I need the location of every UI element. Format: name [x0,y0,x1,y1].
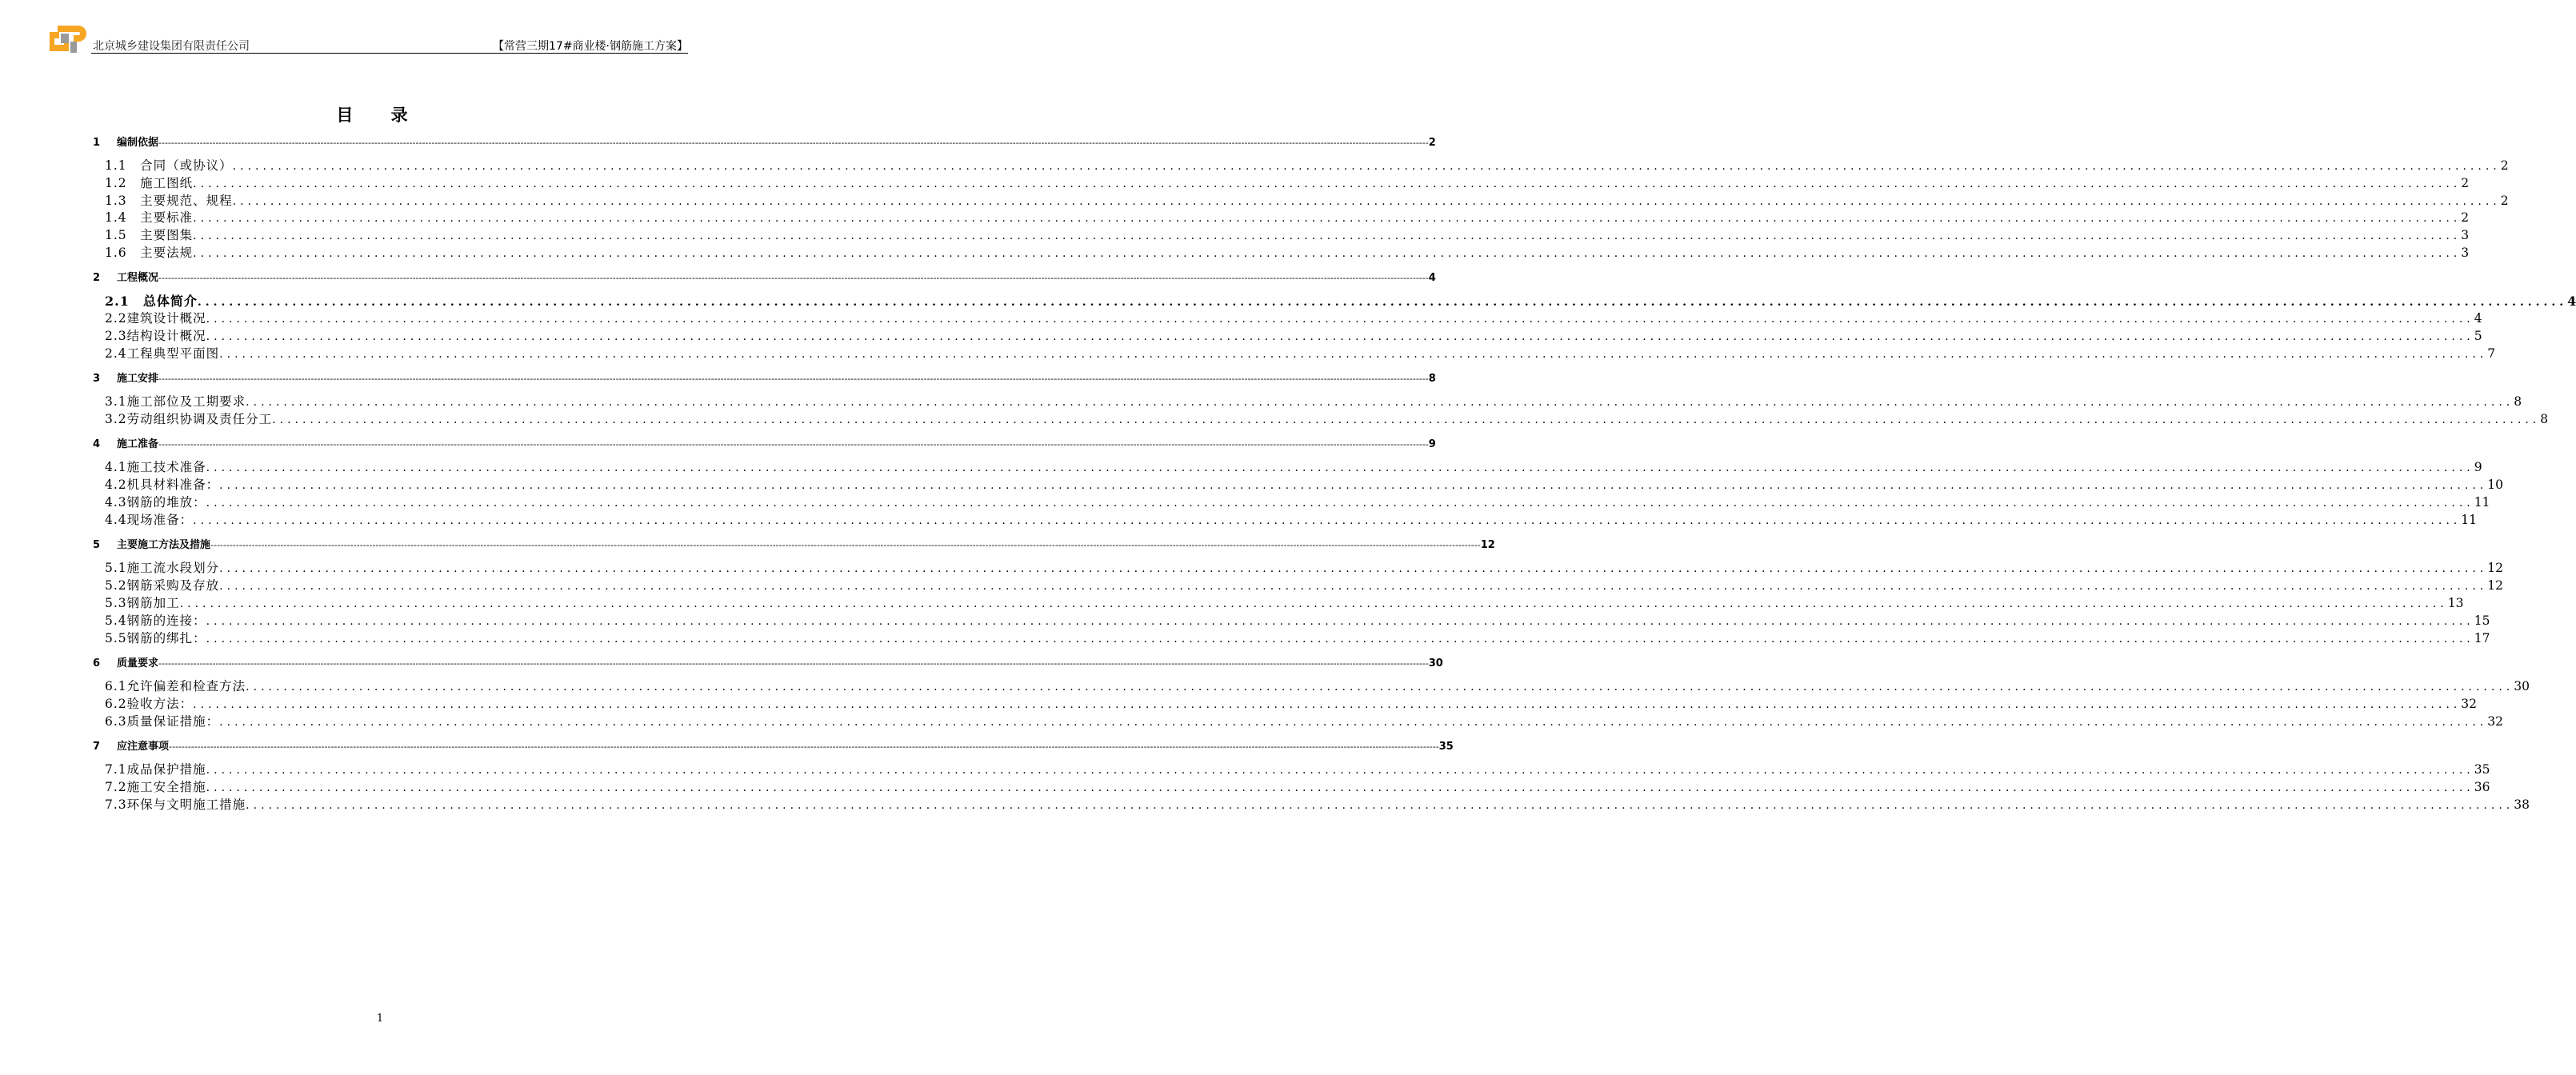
company-name: 北京城乡建设集团有限责任公司 [93,40,250,53]
toc-entry-label: 主要图集 [140,227,194,242]
toc-section-entry[interactable] [105,174,2470,191]
toc-page-number: 32 [2487,713,2503,729]
toc-entry-number: 1.2 [105,175,141,190]
toc-leader: ............................................................................................................................................................................................................................................................................................................ [193,246,2462,260]
toc-leader: ---------------------------------------------------------------------------------------------------------------------------------------------------------------------------------------------------------------------------------------------------------------------------------------------------------------------------------------------------------------------------------------------------------------- [158,658,1429,669]
toc-leader: ............................................................................................................................................................................................................................................................................................................ [246,680,2514,693]
toc-entry-number: 1.1 [105,158,141,173]
toc-page-number: 4 [2474,310,2482,326]
toc-page-number: 2 [2461,210,2470,225]
toc-section-entry[interactable] [105,156,2509,174]
toc-leader: ............................................................................................................................................................................................................................................................................................................ [193,177,2462,190]
toc-page-number: 2 [2461,175,2470,190]
toc-section-entry[interactable] [105,795,2530,813]
toc-entry-label: 现场准备： [126,512,194,527]
toc-entry-number: 2.2 [105,310,127,326]
toc-page-number: 12 [2487,560,2503,575]
toc-page-number: 8 [2514,394,2522,409]
toc-entry-label: 质量要求 [117,657,159,669]
toc-entry-label: 施工安全措施 [126,779,206,794]
toc-page-number: 9 [2474,459,2482,474]
toc-leader: ---------------------------------------------------------------------------------------------------------------------------------------------------------------------------------------------------------------------------------------------------------------------------------------------------------------------------------------------------------------------------------------------------------------- [158,439,1429,450]
toc-leader: ---------------------------------------------------------------------------------------------------------------------------------------------------------------------------------------------------------------------------------------------------------------------------------------------------------------------------------------------------------------------------------------------------------------- [158,374,1429,384]
toc-page-number: 3 [2461,245,2470,260]
toc-entry-label: 工程典型平面图 [126,346,220,361]
toc-entry-number: 2.4 [105,346,127,361]
toc-entry-number: 6 [93,657,101,669]
toc-leader: ---------------------------------------------------------------------------------------------------------------------------------------------------------------------------------------------------------------------------------------------------------------------------------------------------------------------------------------------------------------------------------------------------------------- [169,741,1439,752]
toc-section-entry[interactable] [105,629,2490,646]
toc-page-number: 11 [2461,512,2477,527]
toc-entry-label: 钢筋采购及存放 [126,577,220,593]
toc-entry-label: 验收方法： [126,696,194,711]
toc-entry-number: 1.4 [105,210,141,225]
toc-section-entry[interactable] [105,410,2549,427]
toc-page-number: 4 [2567,293,2576,309]
toc-page-number: 7 [2487,346,2496,361]
toc-page-number: 12 [2487,577,2503,593]
toc-entry-number: 6.2 [105,696,127,711]
toc-leader: ............................................................................................................................................................................................................................................................................................................ [206,614,2474,628]
toc-page-number: 8 [2540,411,2549,426]
toc-section-entry[interactable] [105,226,2470,243]
toc-leader: ............................................................................................................................................................................................................................................................................................................ [193,211,2462,225]
toc-page-number: 30 [1428,657,1443,669]
toc-leader: ............................................................................................................................................................................................................................................................................................................ [232,159,2501,173]
document-title: 【常营三期17#商业楼·钢筋施工方案】 [493,40,688,53]
toc-entry-number: 5.5 [105,630,127,645]
toc-page-number: 32 [2461,696,2477,711]
toc-chapter-entry[interactable] [93,654,1443,669]
toc-leader: ............................................................................................................................................................................................................................................................................................................ [219,715,2488,729]
toc-entry-label: 主要法规 [140,245,194,260]
toc-entry-number: 5.4 [105,613,127,628]
toc-entry-number: 6.1 [105,678,127,693]
toc-entry-label: 环保与文明施工措施 [126,797,246,812]
toc-leader: ............................................................................................................................................................................................................................................................................................................ [206,330,2474,343]
toc-section-entry[interactable] [105,576,2503,593]
toc-entry-label: 钢筋的连接： [126,613,206,628]
toc-entry-number: 5 [93,539,101,551]
toc-entry-number: 5.3 [105,595,127,610]
toc-entry-number: 1.3 [105,193,141,208]
toc-entry-number: 7.1 [105,761,127,777]
toc-chapter-entry[interactable] [93,536,1495,551]
toc-page-number: 35 [2474,761,2490,777]
toc-leader: ............................................................................................................................................................................................................................................................................................................ [206,763,2474,777]
page-number: 1 [376,1013,384,1025]
toc-leader: ............................................................................................................................................................................................................................................................................................................ [232,194,2501,208]
toc-chapter-entry[interactable] [93,435,1436,450]
toc-section-entry[interactable] [105,694,2477,712]
toc-leader: ............................................................................................................................................................................................................................................................................................................ [206,312,2474,326]
toc-leader: ............................................................................................................................................................................................................................................................................................................ [246,798,2514,812]
toc-entry-label: 施工技术准备 [126,459,206,474]
toc-page-number: 36 [2474,779,2490,794]
toc-entry-label: 主要标准 [140,210,194,225]
toc-entry-label: 施工部位及工期要求 [126,394,246,409]
toc-page-number: 30 [2514,678,2530,693]
toc-section-entry[interactable] [105,208,2470,226]
toc-entry-label: 施工流水段划分 [126,560,220,575]
toc-page-number: 8 [1428,373,1436,385]
toc-leader: ............................................................................................................................................................................................................................................................................................................ [193,697,2462,711]
toc-entry-label: 总体简介 [142,293,198,309]
toc-entry-label: 钢筋的堆放： [126,494,206,510]
toc-leader: ............................................................................................................................................................................................................................................................................................................ [219,561,2488,575]
toc-section-entry[interactable] [105,291,2576,310]
toc-entry-number: 5.1 [105,560,127,575]
toc-entry-label: 应注意事项 [117,741,170,753]
toc-page-number: 35 [1438,741,1454,753]
toc-leader: ............................................................................................................................................................................................................................................................................................................ [272,413,2541,426]
toc-leader: ---------------------------------------------------------------------------------------------------------------------------------------------------------------------------------------------------------------------------------------------------------------------------------------------------------------------------------------------------------------------------------------------------------------- [158,273,1429,283]
toc-section-entry[interactable] [105,475,2503,493]
toc-section-entry[interactable] [105,392,2522,410]
toc-section-entry[interactable] [105,344,2496,362]
toc-page-number: 38 [2514,797,2530,812]
toc-leader: ............................................................................................................................................................................................................................................................................................................ [206,461,2474,474]
toc-section-entry[interactable] [105,493,2490,510]
toc-entry-number: 3.1 [105,394,127,409]
toc-entry-number: 4.2 [105,477,127,492]
toc-page-number: 13 [2447,595,2464,610]
toc-leader: ............................................................................................................................................................................................................................................................................................................ [219,347,2488,361]
toc-leader: ............................................................................................................................................................................................................................................................................................................ [179,597,2448,610]
toc-entry-number: 7.3 [105,797,127,812]
toc-leader: ............................................................................................................................................................................................................................................................................................................ [206,632,2474,645]
toc-entry-label: 钢筋加工 [126,595,180,610]
toc-entry-label: 主要施工方法及措施 [117,539,211,551]
toc-chapter-entry[interactable] [93,370,1436,385]
toc-entry-number: 7.2 [105,779,127,794]
toc-leader: ............................................................................................................................................................................................................................................................................................................ [206,781,2474,794]
toc-section-entry[interactable] [105,510,2477,528]
toc-title: 目 录 [336,106,424,125]
toc-page-number: 3 [2461,227,2470,242]
toc-page-number: 5 [2474,328,2482,343]
toc-entry-number: 2 [93,272,101,284]
toc-page-number: 10 [2487,477,2503,492]
toc-entry-number: 1 [93,137,101,149]
toc-entry-number: 2.3 [105,328,127,343]
toc-leader: ............................................................................................................................................................................................................................................................................................................ [206,496,2474,510]
toc-entry-number: 3.2 [105,411,127,426]
toc-page-number: 15 [2474,613,2490,628]
toc-entry-label: 主要规范、规程 [140,193,233,208]
toc-leader: ............................................................................................................................................................................................................................................................................................................ [219,579,2488,593]
toc-entry-label: 允许偏差和检查方法 [126,678,246,693]
toc-entry-number: 4.3 [105,494,127,510]
toc-section-entry[interactable] [105,309,2482,326]
toc-entry-label: 施工安排 [117,373,159,385]
toc-entry-label: 编制依据 [117,137,159,149]
toc-entry-number: 3 [93,373,101,385]
toc-entry-label: 劳动组织协调及责任分工 [126,411,273,426]
toc-leader: ............................................................................................................................................................................................................................................................................................................ [246,395,2514,409]
toc-section-entry[interactable] [105,712,2503,729]
toc-entry-label: 施工准备 [117,438,159,450]
toc-leader: ---------------------------------------------------------------------------------------------------------------------------------------------------------------------------------------------------------------------------------------------------------------------------------------------------------------------------------------------------------------------------------------------------------------- [158,138,1429,148]
toc-leader: ............................................................................................................................................................................................................................................................................................................ [193,514,2462,527]
toc-entry-label: 机具材料准备： [126,477,220,492]
toc-page-number: 12 [1480,539,1495,551]
toc-section-entry[interactable] [105,243,2470,261]
toc-entry-label: 结构设计概况 [126,328,206,343]
toc-entry-number: 2.1 [105,293,143,309]
toc-page-number: 2 [2500,193,2509,208]
toc-entry-label: 施工图纸 [140,175,194,190]
toc-section-entry[interactable] [105,593,2464,611]
toc-section-entry[interactable] [105,558,2503,576]
toc-leader: ............................................................................................................................................................................................................................................................................................................ [197,295,2568,309]
toc-page-number: 2 [2500,158,2509,173]
toc-section-entry[interactable] [105,677,2530,694]
toc-entry-label: 工程概况 [117,272,159,284]
toc-entry-number: 5.2 [105,577,127,593]
toc-chapter-entry[interactable] [93,269,1436,284]
toc-entry-number: 7 [93,741,101,753]
toc-entry-label: 合同（或协议） [140,158,233,173]
toc-page-number: 4 [1428,272,1436,284]
toc-section-entry[interactable] [105,777,2490,795]
toc-section-entry[interactable] [105,191,2509,209]
toc-leader: ---------------------------------------------------------------------------------------------------------------------------------------------------------------------------------------------------------------------------------------------------------------------------------------------------------------------------------------------------------------------------------------------------------------- [210,540,1481,550]
toc-entry-label: 成品保护措施 [126,761,206,777]
toc-page-number: 17 [2474,630,2490,645]
toc-page-number: 2 [1428,137,1436,149]
toc-page-number: 11 [2474,494,2490,510]
toc-entry-number: 1.5 [105,227,141,242]
toc-entry-number: 6.3 [105,713,127,729]
toc-entry-number: 4.4 [105,512,127,527]
toc-section-entry[interactable] [105,611,2490,629]
toc-section-entry[interactable] [105,760,2490,777]
toc-entry-label: 钢筋的绑扎： [126,630,206,645]
toc-entry-number: 4 [93,438,101,450]
toc-section-entry[interactable] [105,458,2482,475]
toc-leader: ............................................................................................................................................................................................................................................................................................................ [193,229,2462,242]
toc-leader: ............................................................................................................................................................................................................................................................................................................ [219,478,2488,492]
toc-section-entry[interactable] [105,326,2482,344]
toc-entry-number: 1.6 [105,245,141,260]
toc-entry-label: 质量保证措施： [126,713,220,729]
toc-chapter-entry[interactable] [93,737,1454,753]
toc-entry-label: 建筑设计概况 [126,310,206,326]
toc-entry-number: 4.1 [105,459,127,474]
toc-page-number: 9 [1428,438,1436,450]
toc-chapter-entry[interactable] [93,134,1436,149]
